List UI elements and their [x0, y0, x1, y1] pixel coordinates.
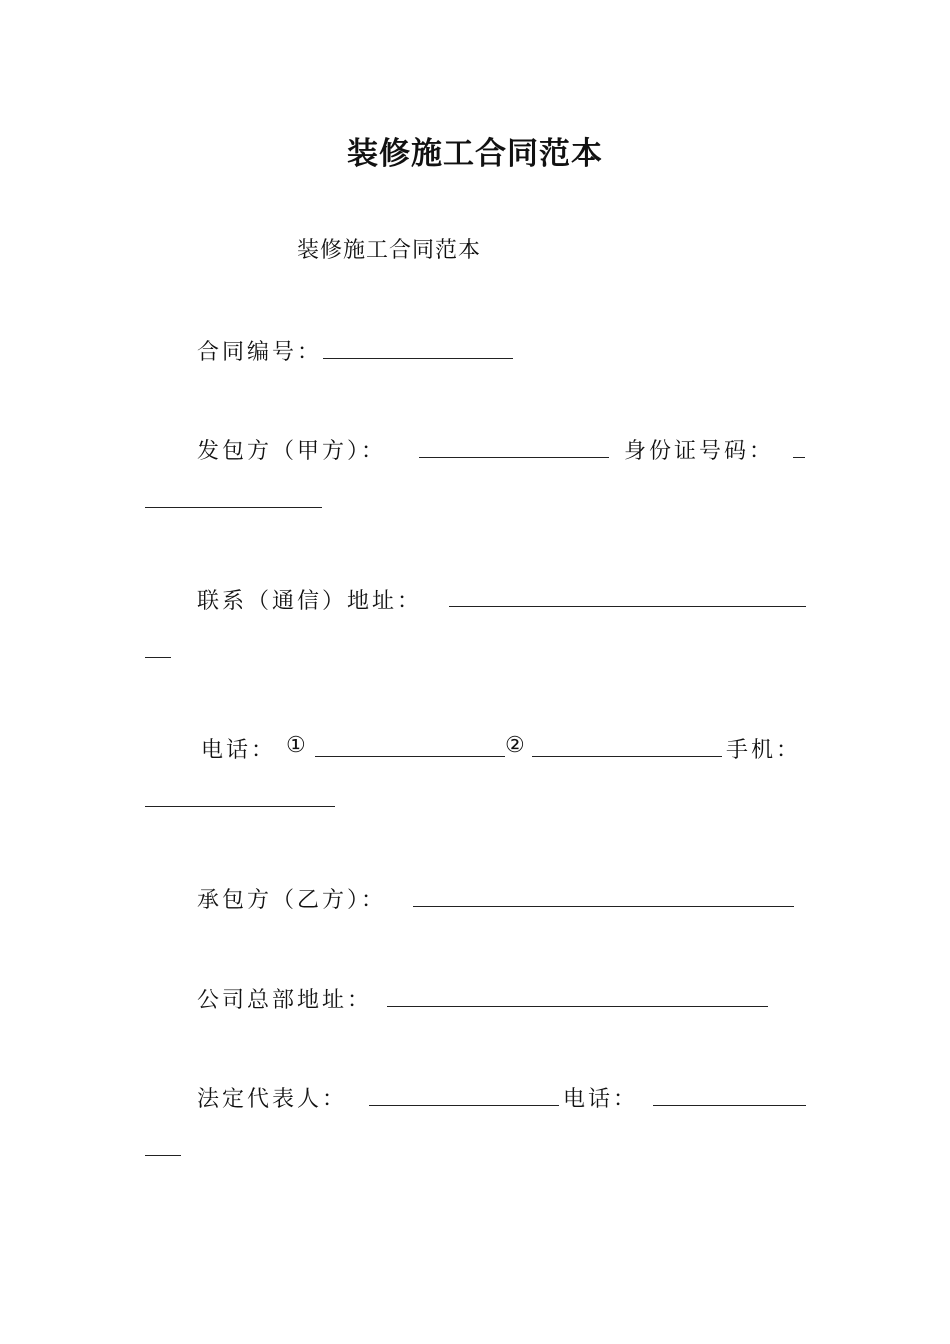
- page-title: 装修施工合同范本: [347, 136, 603, 172]
- document-subtitle: 装修施工合同范本: [297, 238, 482, 263]
- address-blank-start[interactable]: [449, 606, 806, 607]
- address-label: 联系（通信）地址：: [197, 589, 423, 614]
- party-b-blank[interactable]: [413, 906, 794, 907]
- mobile-blank[interactable]: [145, 806, 335, 807]
- party-b-label: 承包方（乙方）：: [197, 888, 387, 913]
- phone-1-marker: ①: [286, 733, 306, 758]
- contract-number-label: 合同编号：: [197, 340, 323, 365]
- hq-address-blank[interactable]: [387, 1006, 768, 1007]
- address-blank-end[interactable]: [145, 657, 171, 658]
- rep-phone-label: 电话：: [563, 1087, 639, 1112]
- id-number-label: 身份证号码：: [624, 439, 775, 464]
- rep-phone-blank-start[interactable]: [653, 1105, 806, 1106]
- legal-rep-label: 法定代表人：: [197, 1087, 348, 1112]
- phone-2-marker: ②: [505, 733, 525, 758]
- hq-address-label: 公司总部地址：: [197, 988, 373, 1013]
- legal-rep-blank[interactable]: [369, 1105, 559, 1106]
- id-number-blank-start[interactable]: [793, 457, 805, 458]
- phone-2-blank[interactable]: [532, 756, 722, 757]
- id-number-blank-end[interactable]: [145, 507, 322, 508]
- contract-number-blank[interactable]: [323, 358, 513, 359]
- mobile-label: 手机：: [726, 738, 802, 763]
- party-a-label: 发包方（甲方）：: [197, 439, 387, 464]
- rep-phone-blank-end[interactable]: [145, 1155, 181, 1156]
- phone-label: 电话：: [201, 738, 277, 763]
- phone-1-blank[interactable]: [315, 756, 505, 757]
- party-a-blank[interactable]: [419, 457, 609, 458]
